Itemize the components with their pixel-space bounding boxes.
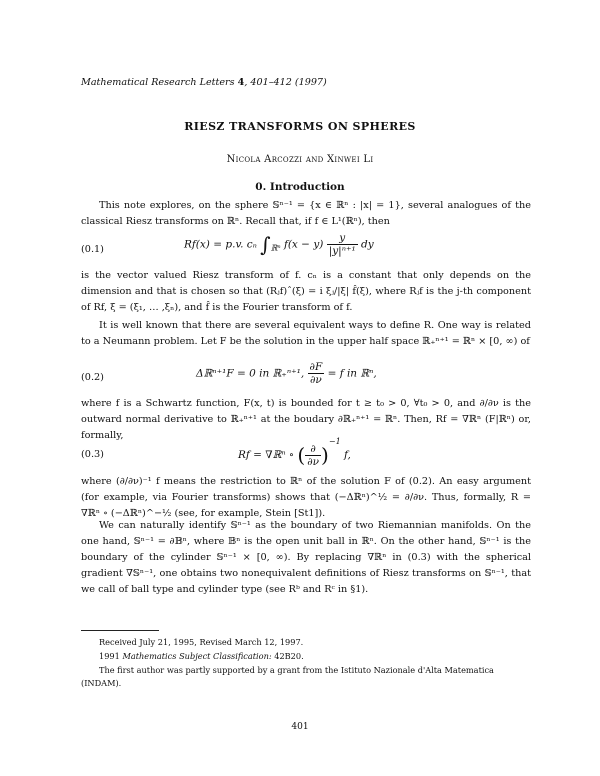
msc-year: 1991 <box>99 651 120 661</box>
integral-sign-icon: ∫ <box>260 232 271 257</box>
eq1-lhs: Rf(x) = p.v. cₙ <box>184 238 257 251</box>
paragraph-6: We can naturally identify 𝕊ⁿ⁻¹ as the boundary of two Riemannian manifolds. On the one hand, 𝕊ⁿ⁻¹ = ∂𝔹ⁿ, where 𝔹ⁿ is the open unit ball in ℝⁿ. On the other hand, 𝕊ⁿ⁻¹ is the boundary of the cylinder 𝕊ⁿ⁻¹ × [0, ∞). By replacing ∇ℝⁿ in (0.3) with the spherical gradient ∇𝕊ⁿ⁻¹, one obtains two nonequivalent definitions of Riesz transforms on 𝕊ⁿ⁻¹, that we call of ball type and cylinder type (see Rᵇ and Rᶜ in §1). <box>81 520 531 595</box>
footnote-received: Received July 21, 1995, Revised March 12, 1997. <box>99 637 304 647</box>
eq2-fraction-denominator: ∂ν <box>309 374 322 386</box>
left-paren-icon: ( <box>297 443 306 467</box>
equation-number-0-1: (0.1) <box>81 244 104 255</box>
eq3-fraction <box>305 443 321 468</box>
eq1-fraction-denominator: |y|ⁿ⁺¹ <box>328 245 356 257</box>
eq3-fraction-numerator: ∂ <box>305 443 321 456</box>
paragraph-5: where (∂/∂ν)⁻¹ f means the restriction to ℝⁿ of the solution F of (0.2). An easy argument (for example, via Fourier transforms) shows that (−Δℝⁿ)^½ = ∂/∂ν. Thus, formally, R = ∇ℝⁿ ∘ (−Δℝⁿ)^−½ (see, for example, Stein [St1]). <box>81 476 531 519</box>
eq2-normal-derivative <box>308 361 325 386</box>
paragraph-2: is the vector valued Riesz transform of f. cₙ is a constant that only depends on the dimension and that is chosen so that (Rⱼf)ˆ(ξ) = i ξⱼ/|ξ| f̂(ξ), where Rⱼf is the j-th component of Rf, ξ = (ξ₁, … ,ξₙ), and f̂ is the Fourier transform of f. <box>81 270 531 313</box>
equation-0-2 <box>196 361 377 386</box>
paragraph-1: This note explores, on the sphere 𝕊ⁿ⁻¹ = {x ∈ ℝⁿ : |x| = 1}, several analogues of the classical Riesz transforms on ℝⁿ. Recall that, if f ∈ L¹(ℝⁿ), then <box>81 200 531 227</box>
equation-0-1 <box>184 232 374 257</box>
eq2-boundary-part: = f in ℝⁿ, <box>327 367 377 380</box>
eq2-laplace-part: Δℝⁿ⁺¹F = 0 in ℝ₊ⁿ⁺¹, <box>196 367 305 380</box>
journal-volume: 4 <box>237 77 245 88</box>
eq3-fraction-denominator: ∂ν <box>307 455 320 468</box>
eq3-rhs: f, <box>344 449 351 461</box>
equation-number-0-2: (0.2) <box>81 372 104 383</box>
equation-number-0-3: (0.3) <box>81 449 104 460</box>
footnote-msc <box>81 650 531 663</box>
eq1-fraction <box>327 232 358 257</box>
journal-pages: , 401–412 (1997) <box>244 77 327 88</box>
journal-header <box>81 77 327 88</box>
eq3-lhs: Rf = ∇ℝⁿ ∘ <box>238 449 295 461</box>
page-number: 401 <box>291 722 309 732</box>
eq2-fraction-numerator: ∂F <box>309 361 323 373</box>
paper-authors: Nicola Arcozzi and Xinwei Li <box>226 154 374 165</box>
right-paren-icon: ) <box>321 443 329 467</box>
footnote-support: The first author was partly supported by a grant from the Istituto Nazionale d'Alta Matematica (INDAM). <box>81 665 494 688</box>
section-heading: 0. Introduction <box>255 181 345 193</box>
eq1-differential: dy <box>361 238 374 251</box>
eq3-exponent: −1 <box>328 437 341 446</box>
equation-0-3 <box>238 437 351 468</box>
eq1-integrand: f(x − y) <box>283 238 324 251</box>
paragraph-3: It is well known that there are several equivalent ways to define R. One way is related to a Neumann problem. Let F be the solution in the upper half space ℝ₊ⁿ⁺¹ = ℝⁿ × [0, ∞) of <box>81 320 531 347</box>
msc-code: 42B20. <box>274 651 304 661</box>
journal-name: Mathematical Research Letters <box>81 77 235 88</box>
paper-title: RIESZ TRANSFORMS ON SPHERES <box>184 120 416 133</box>
eq1-fraction-numerator: y <box>327 232 358 245</box>
msc-label: Mathematics Subject Classification: <box>122 651 272 661</box>
footnote-rule <box>81 630 159 631</box>
eq1-integral-domain: ℝⁿ <box>270 243 281 253</box>
paragraph-4: where f is a Schwartz function, F(x, t) is bounded for t ≥ t₀ > 0, ∀t₀ > 0, and ∂/∂ν is the outward normal derivative to ℝ₊ⁿ⁺¹ at the boudary ∂ℝ₊ⁿ⁺¹ = ℝⁿ. Then, Rf = ∇ℝⁿ (F|ℝⁿ) or, formally, <box>81 398 531 441</box>
